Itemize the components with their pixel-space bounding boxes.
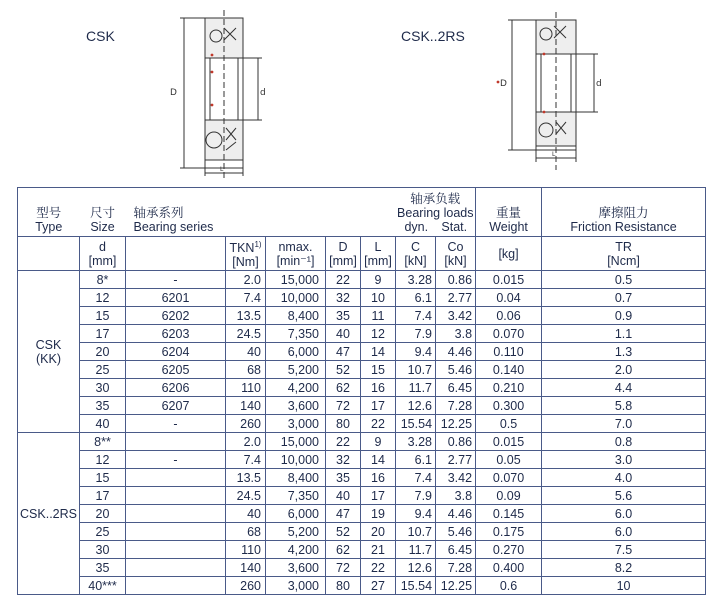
cell-L: 9 — [361, 433, 396, 451]
cell-Co: 0.86 — [436, 433, 476, 451]
cell-C: 11.7 — [396, 379, 436, 397]
cell-series: 6204 — [126, 343, 226, 361]
cell-tr: 1.1 — [542, 325, 706, 343]
cell-d: 17 — [80, 325, 126, 343]
cell-tkn: 68 — [226, 361, 266, 379]
cell-tr: 10 — [542, 577, 706, 595]
cell-Co: 2.77 — [436, 289, 476, 307]
cell-series: 6205 — [126, 361, 226, 379]
cell-d: 12 — [80, 289, 126, 307]
cell-nmax: 8,400 — [266, 469, 326, 487]
cell-nmax: 7,350 — [266, 487, 326, 505]
cell-L: 22 — [361, 415, 396, 433]
csk-dim-D: D — [170, 88, 177, 98]
type-cell: CSK (KK) — [18, 271, 80, 433]
table-row — [18, 433, 706, 451]
cell-L: 14 — [361, 451, 396, 469]
cell-tr: 4.0 — [542, 469, 706, 487]
cell-nmax: 5,200 — [266, 523, 326, 541]
cell-series: 6207 — [126, 397, 226, 415]
cell-nmax: 10,000 — [266, 451, 326, 469]
cell-tkn: 260 — [226, 577, 266, 595]
cell-C: 9.4 — [396, 343, 436, 361]
cell-series — [126, 523, 226, 541]
cell-w: 0.400 — [476, 559, 542, 577]
cell-d: 15 — [80, 469, 126, 487]
header-row-2 — [18, 237, 706, 271]
cell-series: 6206 — [126, 379, 226, 397]
cell-d: 20 — [80, 505, 126, 523]
cell-tkn: 110 — [226, 379, 266, 397]
cell-w: 0.5 — [476, 415, 542, 433]
unit-C: C [kN] — [396, 237, 436, 271]
cell-tr: 5.8 — [542, 397, 706, 415]
cell-w: 0.04 — [476, 289, 542, 307]
cell-L: 15 — [361, 361, 396, 379]
unit-TR: TR [Ncm] — [542, 237, 706, 271]
table-body — [18, 271, 706, 595]
cell-tr: 7.0 — [542, 415, 706, 433]
cell-d: 20 — [80, 343, 126, 361]
cell-nmax: 6,000 — [266, 505, 326, 523]
cell-nmax: 6,000 — [266, 343, 326, 361]
cell-Co: 5.46 — [436, 523, 476, 541]
cell-series: 6203 — [126, 325, 226, 343]
cell-D: 52 — [326, 523, 361, 541]
cell-tkn: 140 — [226, 397, 266, 415]
cell-nmax: 4,200 — [266, 541, 326, 559]
cell-d: 40*** — [80, 577, 126, 595]
unit-kg: [kg] — [476, 237, 542, 271]
table-row — [18, 379, 706, 397]
cell-d: 8** — [80, 433, 126, 451]
cell-Co: 4.46 — [436, 343, 476, 361]
table-row — [18, 361, 706, 379]
cell-tr: 6.0 — [542, 505, 706, 523]
cell-C: 6.1 — [396, 451, 436, 469]
table-row — [18, 397, 706, 415]
cell-L: 19 — [361, 505, 396, 523]
cell-D: 52 — [326, 361, 361, 379]
cell-series — [126, 469, 226, 487]
cell-C: 7.9 — [396, 487, 436, 505]
cell-L: 17 — [361, 397, 396, 415]
table-row — [18, 505, 706, 523]
cell-C: 7.4 — [396, 307, 436, 325]
cell-tkn: 140 — [226, 559, 266, 577]
cell-d: 35 — [80, 397, 126, 415]
table-row — [18, 577, 706, 595]
cell-d: 17 — [80, 487, 126, 505]
cell-Co: 12.25 — [436, 577, 476, 595]
cell-d: 25 — [80, 523, 126, 541]
cell-C: 15.54 — [396, 577, 436, 595]
cell-d: 35 — [80, 559, 126, 577]
header-series: 轴承系列 Bearing series — [126, 188, 396, 237]
cell-series — [126, 559, 226, 577]
unit-L: L [mm] — [361, 237, 396, 271]
table-row — [18, 523, 706, 541]
cell-d: 30 — [80, 541, 126, 559]
cell-D: 80 — [326, 577, 361, 595]
cell-tr: 0.5 — [542, 271, 706, 289]
csk-2rs-dim-D: D — [500, 79, 507, 89]
cell-series — [126, 487, 226, 505]
cell-D: 22 — [326, 271, 361, 289]
cell-Co: 2.77 — [436, 451, 476, 469]
table-row — [18, 343, 706, 361]
cell-tkn: 24.5 — [226, 487, 266, 505]
cell-d: 8* — [80, 271, 126, 289]
cell-tr: 0.9 — [542, 307, 706, 325]
cell-nmax: 4,200 — [266, 379, 326, 397]
cell-w: 0.210 — [476, 379, 542, 397]
cell-w: 0.145 — [476, 505, 542, 523]
table-row — [18, 487, 706, 505]
cell-D: 40 — [326, 487, 361, 505]
cell-C: 12.6 — [396, 559, 436, 577]
bearing-spec-table — [17, 187, 706, 595]
cell-D: 35 — [326, 307, 361, 325]
cell-tkn: 110 — [226, 541, 266, 559]
unit-D: D [mm] — [326, 237, 361, 271]
cell-nmax: 15,000 — [266, 433, 326, 451]
cell-L: 16 — [361, 379, 396, 397]
cell-series — [126, 505, 226, 523]
cell-tkn: 7.4 — [226, 289, 266, 307]
cell-tkn: 260 — [226, 415, 266, 433]
table-row — [18, 559, 706, 577]
cell-L: 21 — [361, 541, 396, 559]
cell-L: 20 — [361, 523, 396, 541]
table-row — [18, 307, 706, 325]
cell-d: 40 — [80, 415, 126, 433]
cell-w: 0.110 — [476, 343, 542, 361]
cell-tkn: 40 — [226, 505, 266, 523]
cell-tr: 2.0 — [542, 361, 706, 379]
cell-tr: 7.5 — [542, 541, 706, 559]
cell-C: 10.7 — [396, 361, 436, 379]
cell-C: 10.7 — [396, 523, 436, 541]
cell-nmax: 3,600 — [266, 559, 326, 577]
cell-tr: 4.4 — [542, 379, 706, 397]
cell-D: 40 — [326, 325, 361, 343]
unit-nmax: nmax. [min⁻¹] — [266, 237, 326, 271]
cell-C: 3.28 — [396, 433, 436, 451]
cell-w: 0.06 — [476, 307, 542, 325]
cell-Co: 5.46 — [436, 361, 476, 379]
cell-w: 0.175 — [476, 523, 542, 541]
cell-D: 72 — [326, 559, 361, 577]
cell-tr: 5.6 — [542, 487, 706, 505]
cell-nmax: 3,000 — [266, 577, 326, 595]
cell-series — [126, 433, 226, 451]
cell-D: 72 — [326, 397, 361, 415]
cell-nmax: 5,200 — [266, 361, 326, 379]
cell-Co: 6.45 — [436, 541, 476, 559]
cell-w: 0.070 — [476, 469, 542, 487]
cell-w: 0.6 — [476, 577, 542, 595]
cell-Co: 3.8 — [436, 325, 476, 343]
unit-d: d [mm] — [80, 237, 126, 271]
cell-series: - — [126, 271, 226, 289]
csk-2rs-dim-d: d — [596, 79, 602, 89]
cell-D: 80 — [326, 415, 361, 433]
cell-L: 22 — [361, 559, 396, 577]
cell-D: 62 — [326, 379, 361, 397]
cell-L: 17 — [361, 487, 396, 505]
cell-D: 47 — [326, 505, 361, 523]
cell-Co: 6.45 — [436, 379, 476, 397]
cell-tr: 6.0 — [542, 523, 706, 541]
unit-blank — [18, 237, 80, 271]
cell-series: 6201 — [126, 289, 226, 307]
csk-dim-d: d — [260, 88, 266, 98]
cell-D: 62 — [326, 541, 361, 559]
cell-C: 6.1 — [396, 289, 436, 307]
cell-w: 0.140 — [476, 361, 542, 379]
cell-d: 30 — [80, 379, 126, 397]
cell-L: 14 — [361, 343, 396, 361]
unit-tkn: TKN$^{1)}$ [Nm] — [226, 237, 266, 271]
cell-tr: 1.3 — [542, 343, 706, 361]
cell-tr: 0.7 — [542, 289, 706, 307]
cell-w: 0.05 — [476, 451, 542, 469]
cell-L: 9 — [361, 271, 396, 289]
label-csk-2rs: CSK..2RS — [401, 28, 465, 44]
table-row — [18, 325, 706, 343]
cell-Co: 12.25 — [436, 415, 476, 433]
header-row-1 — [18, 188, 706, 237]
cell-C: 15.54 — [396, 415, 436, 433]
cell-tr: 0.8 — [542, 433, 706, 451]
cell-series: - — [126, 415, 226, 433]
cell-C: 11.7 — [396, 541, 436, 559]
cell-nmax: 10,000 — [266, 289, 326, 307]
csk-dim-L: L — [220, 166, 224, 173]
cell-D: 22 — [326, 433, 361, 451]
cell-series: - — [126, 451, 226, 469]
cell-C: 9.4 — [396, 505, 436, 523]
table-row — [18, 271, 706, 289]
cell-nmax: 8,400 — [266, 307, 326, 325]
cell-nmax: 15,000 — [266, 271, 326, 289]
cell-Co: 3.42 — [436, 469, 476, 487]
cell-tkn: 40 — [226, 343, 266, 361]
cell-w: 0.270 — [476, 541, 542, 559]
cell-D: 35 — [326, 469, 361, 487]
cell-Co: 0.86 — [436, 271, 476, 289]
table-row — [18, 469, 706, 487]
table-row — [18, 541, 706, 559]
cell-nmax: 3,600 — [266, 397, 326, 415]
cell-D: 47 — [326, 343, 361, 361]
header-friction: 摩擦阻力 Friction Resistance — [542, 188, 706, 237]
cell-d: 25 — [80, 361, 126, 379]
table-row — [18, 289, 706, 307]
cell-D: 32 — [326, 451, 361, 469]
cell-tkn: 24.5 — [226, 325, 266, 343]
cell-C: 7.9 — [396, 325, 436, 343]
csk-bearing-drawing — [150, 10, 280, 178]
cell-L: 27 — [361, 577, 396, 595]
header-size: 尺寸 Size — [80, 188, 126, 237]
unit-Co: Co [kN] — [436, 237, 476, 271]
cell-L: 16 — [361, 469, 396, 487]
table-row — [18, 415, 706, 433]
csk-2rs-bearing-drawing — [488, 12, 618, 170]
cell-tkn: 2.0 — [226, 433, 266, 451]
cell-L: 12 — [361, 325, 396, 343]
cell-w: 0.015 — [476, 433, 542, 451]
cell-Co: 7.28 — [436, 559, 476, 577]
cell-w: 0.09 — [476, 487, 542, 505]
cell-w: 0.300 — [476, 397, 542, 415]
cell-C: 12.6 — [396, 397, 436, 415]
cell-Co: 7.28 — [436, 397, 476, 415]
header-type: 型号 Type — [18, 188, 80, 237]
cell-C: 3.28 — [396, 271, 436, 289]
cell-d: 12 — [80, 451, 126, 469]
cell-D: 32 — [326, 289, 361, 307]
header-weight: 重量 Weight — [476, 188, 542, 237]
cell-tr: 8.2 — [542, 559, 706, 577]
cell-tr: 3.0 — [542, 451, 706, 469]
cell-d: 15 — [80, 307, 126, 325]
cell-tkn: 2.0 — [226, 271, 266, 289]
cell-w: 0.070 — [476, 325, 542, 343]
csk-2rs-dim-L: L — [552, 151, 556, 158]
cell-series — [126, 541, 226, 559]
header-loads: 轴承负载 Bearing loads dyn. Stat. — [396, 188, 476, 237]
cell-Co: 3.8 — [436, 487, 476, 505]
table-row — [18, 451, 706, 469]
cell-series: 6202 — [126, 307, 226, 325]
type-cell: CSK..2RS — [18, 433, 80, 595]
label-csk: CSK — [86, 28, 115, 44]
cell-series — [126, 577, 226, 595]
cell-C: 7.4 — [396, 469, 436, 487]
cell-w: 0.015 — [476, 271, 542, 289]
cell-tkn: 13.5 — [226, 469, 266, 487]
cell-L: 11 — [361, 307, 396, 325]
cell-tkn: 13.5 — [226, 307, 266, 325]
cell-tkn: 7.4 — [226, 451, 266, 469]
cell-Co: 4.46 — [436, 505, 476, 523]
cell-Co: 3.42 — [436, 307, 476, 325]
cell-nmax: 7,350 — [266, 325, 326, 343]
unit-series-blank — [126, 237, 226, 271]
cell-nmax: 3,000 — [266, 415, 326, 433]
cell-tkn: 68 — [226, 523, 266, 541]
cell-L: 10 — [361, 289, 396, 307]
